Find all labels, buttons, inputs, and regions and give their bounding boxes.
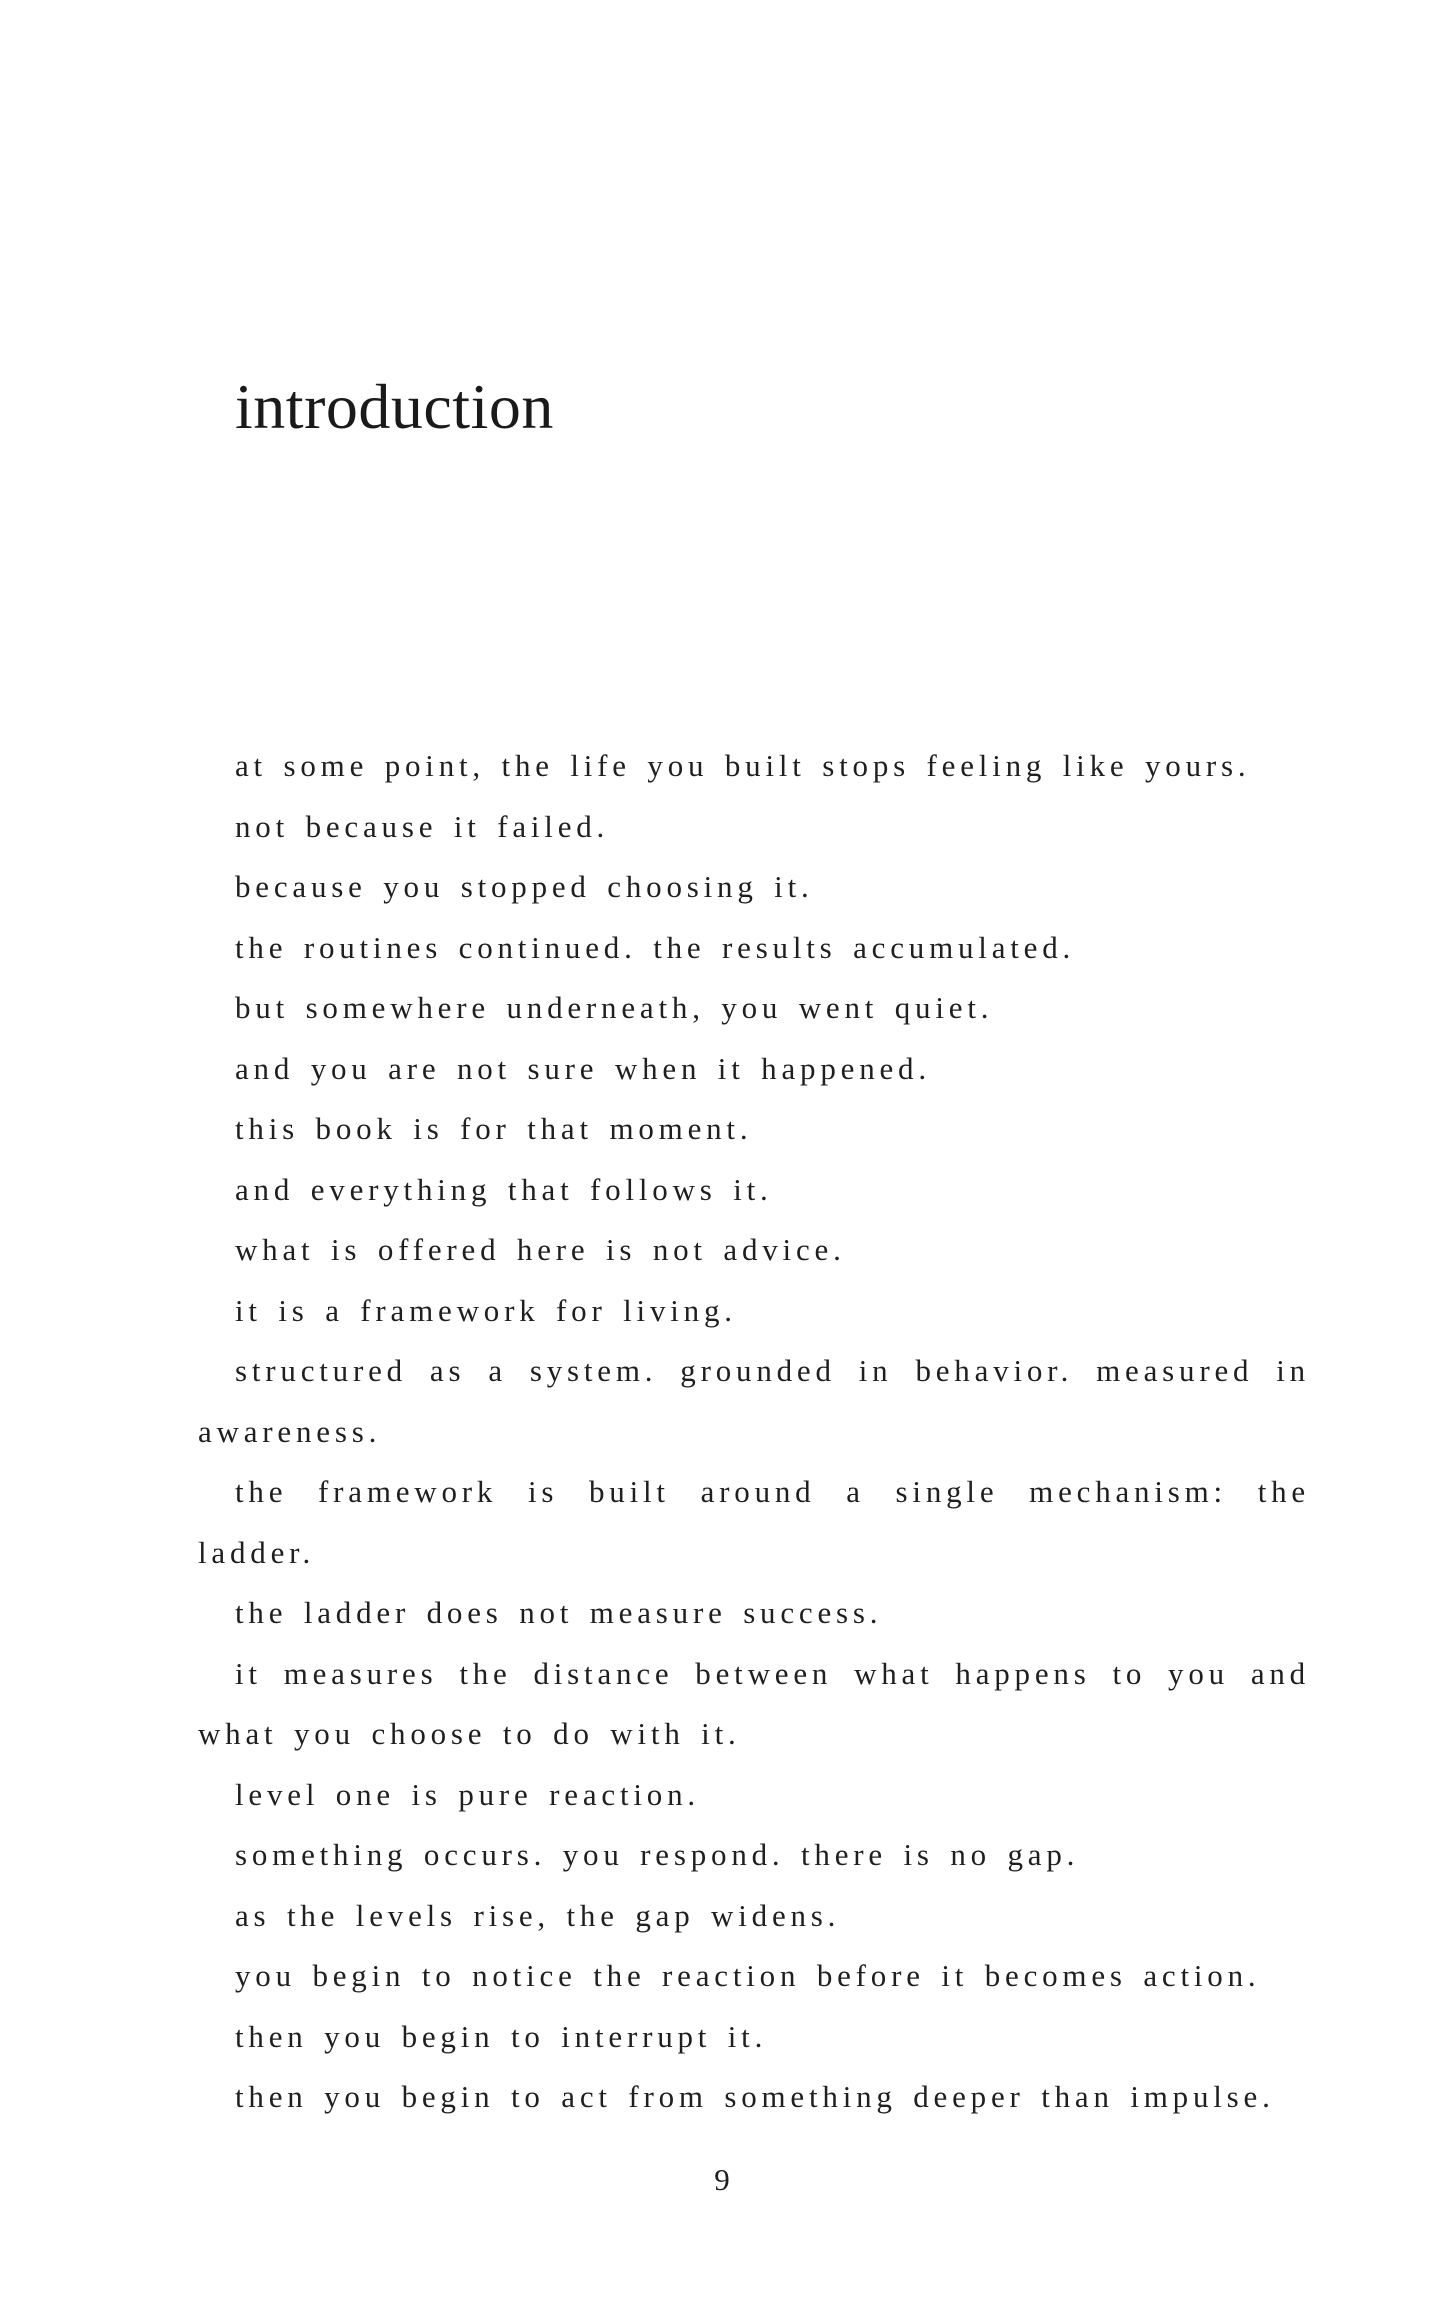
paragraph: and everything that follows it.: [235, 1171, 773, 1207]
paragraph: then you begin to act from something deeper than impulse.: [235, 2079, 1275, 2114]
paragraph: not because it failed.: [235, 808, 610, 844]
paragraph: level one is pure reaction.: [235, 1776, 700, 1812]
paragraph: this book is for that moment.: [235, 1111, 753, 1146]
paragraph: it is a framework for living.: [235, 1292, 737, 1328]
paragraph: structured as a system. grounded in behavior. measured in awareness.: [198, 1353, 1310, 1449]
paragraph: as the levels rise, the gap widens.: [235, 1897, 841, 1933]
paragraph: the framework is built around a single mechanism: the ladder.: [198, 1474, 1310, 1570]
paragraph: because you stopped choosing it.: [235, 869, 814, 904]
paragraph: you begin to notice the reaction before it becomes action.: [235, 1958, 1261, 1993]
paragraph: what is offered here is not advice.: [235, 1232, 846, 1267]
paragraph: something occurs. you respond. there is no gap.: [235, 1837, 1080, 1872]
paragraph: then you begin to interrupt it.: [235, 2018, 768, 2054]
paragraph: and you are not sure when it happened.: [235, 1050, 931, 1086]
paragraph: it measures the distance between what happens to you and what you choose to do with it.: [198, 1655, 1310, 1751]
paragraph: but somewhere underneath, you went quiet.: [235, 990, 994, 1025]
paragraph: at some point, the life you built stops feeling like yours.: [235, 748, 1251, 783]
paragraph: the routines continued. the results accumulated.: [235, 929, 1076, 965]
body-text: [198, 736, 1310, 2128]
page-number: 9: [714, 2162, 731, 2197]
paragraph: the ladder does not measure success.: [235, 1595, 883, 1630]
chapter-title: introduction: [235, 371, 554, 442]
